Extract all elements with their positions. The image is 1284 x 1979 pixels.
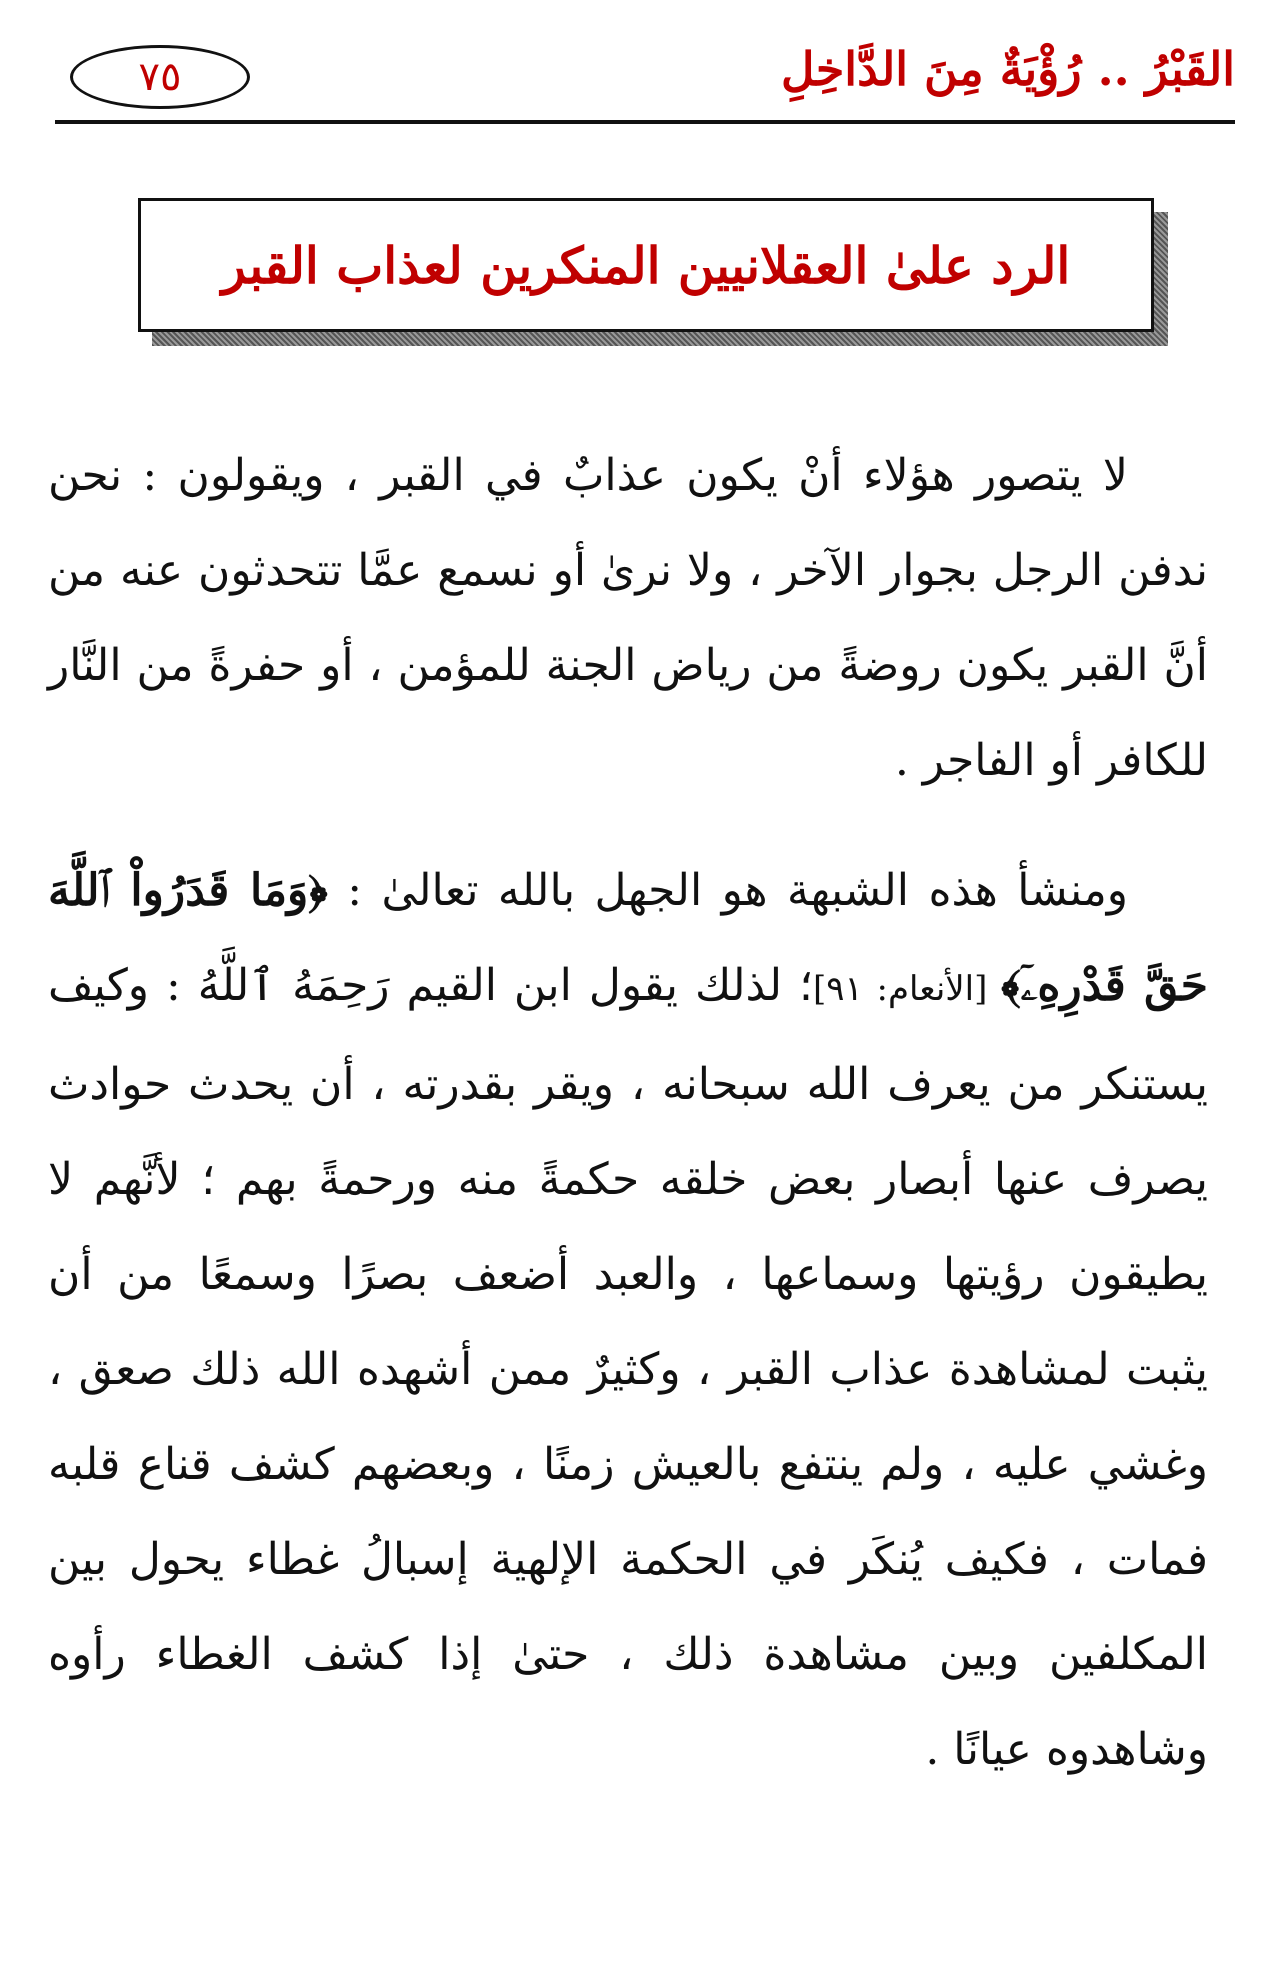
page-number: ٧٥ [70, 45, 250, 109]
verse-reference: [الأنعام: ٩١] [812, 969, 1002, 1009]
paragraph-2-intro: ومنشأ هذه الشبهة هو الجهل بالله تعالىٰ : [327, 865, 1129, 916]
section-title-box [138, 198, 1168, 346]
quran-verse: ﴿وَمَا قَدَرُواْ ٱللَّهَ حَقَّ قَدْرِهِۦٓ﴾ [48, 865, 1209, 1011]
title-box-frame [138, 198, 1154, 332]
section-title: الرد علىٰ العقلانيين المنكرين لعذاب القبر [221, 235, 1071, 295]
running-title: القَبْرُ .. رُؤْيَةٌ مِنَ الدَّاخِلِ [781, 42, 1235, 96]
header-divider [55, 120, 1235, 124]
paragraph-2-body: ؛ لذلك يقول ابن القيم رَحِمَهُ ٱللَّهُ : وكيف يستنكر من يعرف الله سبحانه ، ويقر بقدرته ، أن يحدث حوادث يصرف عنها أبصار بعض خلقه حكمةً منه ورحمةً بهم ؛ لأنَّهم لا يطيقون رؤيتها وسماعها ، والعبد أضعف بصرًا وسمعًا من أن يثبت لمشاهدة عذاب القبر ، وكثيرٌ ممن أشهده الله ذلك صعق ، وغشي عليه ، ولم ينتفع بالعيش زمنًا ، وبعضهم كشف قناع قلبه فمات ، فكيف يُنكَر في الحكمة الإلهية إسبالُ غطاء يحول بين المكلفين وبين مشاهدة ذلك ، حتىٰ إذا كشف الغطاء رأوه وشاهدوه عيانًا . [48, 960, 1208, 1775]
paragraph-1: لا يتصور هؤلاء أنْ يكون عذابٌ في القبر ، ويقولون : نحن ندفن الرجل بجوار الآخر ، ولا نرىٰ أو نسمع عمَّا تتحدثون عنه من أنَّ القبر يكون روضةً من رياض الجنة للمؤمن ، أو حفرةً من النَّار للكافر أو الفاجر . [48, 450, 1208, 786]
page-header [55, 40, 1235, 125]
paragraph-2 [48, 843, 1208, 1797]
